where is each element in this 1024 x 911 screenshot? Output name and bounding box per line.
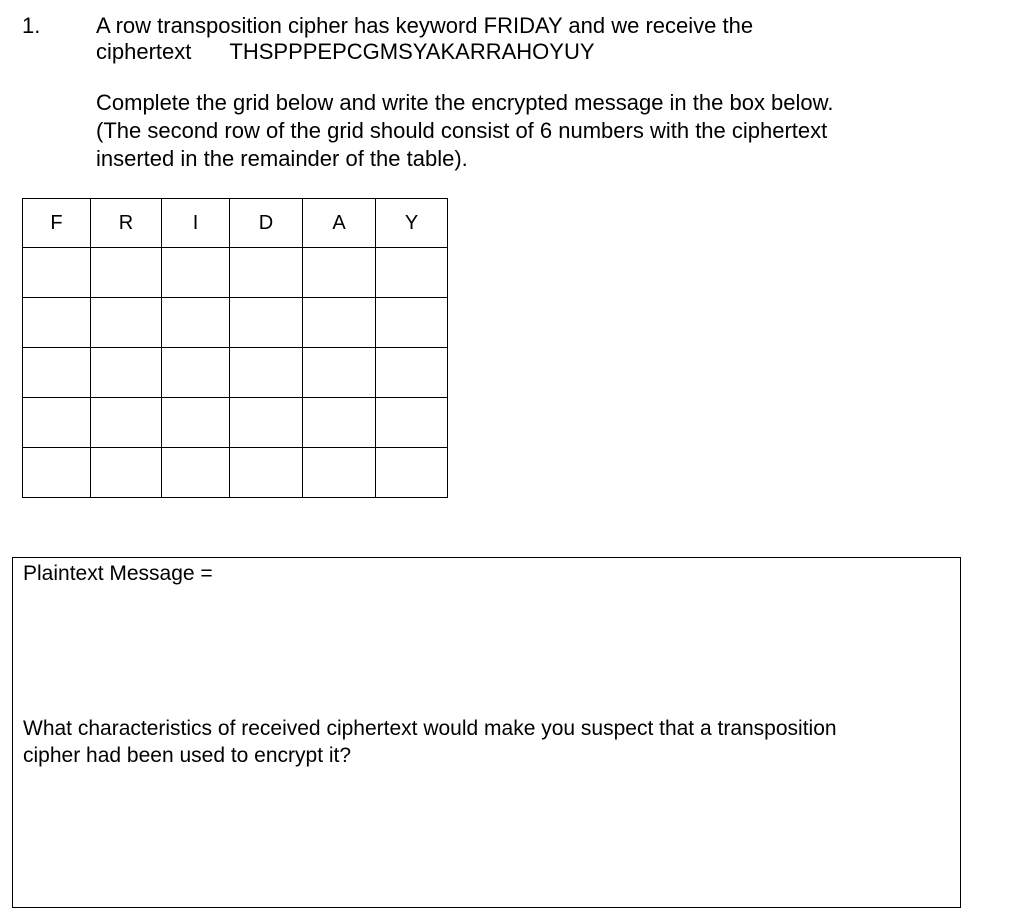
- grid-cell[interactable]: [23, 248, 91, 298]
- grid-cell[interactable]: [303, 348, 376, 398]
- grid-cell[interactable]: [230, 398, 303, 448]
- question-number: 1.: [22, 13, 41, 38]
- grid-header-cell: I: [162, 199, 230, 248]
- grid-cell[interactable]: [162, 348, 230, 398]
- grid-row: [23, 398, 448, 448]
- grid-cell[interactable]: [23, 298, 91, 348]
- grid-header-cell: D: [230, 199, 303, 248]
- instructions: [96, 89, 976, 173]
- question-line: What characteristics of received ciphertext would make you suspect that a transposition: [23, 717, 837, 740]
- transposition-grid: [22, 198, 448, 498]
- grid-row: [23, 348, 448, 398]
- grid-cell[interactable]: [376, 398, 448, 448]
- grid-header-cell: R: [91, 199, 162, 248]
- grid-row: [23, 248, 448, 298]
- instruction-line: (The second row of the grid should consist of 6 numbers with the ciphertext: [96, 118, 828, 143]
- question-line: cipher had been used to encrypt it?: [23, 744, 352, 767]
- grid-cell[interactable]: [230, 298, 303, 348]
- grid-cell[interactable]: [162, 398, 230, 448]
- instruction-line: Complete the grid below and write the encrypted message in the box below.: [96, 90, 834, 115]
- grid-cell[interactable]: [91, 298, 162, 348]
- ciphertext-value: THSPPPEPCGMSYAKARRAHOYUY: [229, 39, 595, 64]
- grid-cell[interactable]: [162, 448, 230, 498]
- ciphertext-label: ciphertext: [96, 39, 192, 64]
- grid-cell[interactable]: [376, 298, 448, 348]
- grid-header-row: [23, 199, 448, 248]
- grid-row: [23, 448, 448, 498]
- grid-cell[interactable]: [303, 248, 376, 298]
- answer-box[interactable]: [12, 557, 961, 908]
- grid-cell[interactable]: [230, 348, 303, 398]
- grid-cell[interactable]: [91, 248, 162, 298]
- grid-cell[interactable]: [162, 248, 230, 298]
- grid-row: [23, 298, 448, 348]
- grid-header-cell: A: [303, 199, 376, 248]
- grid-header-cell: Y: [376, 199, 448, 248]
- grid-cell[interactable]: [91, 398, 162, 448]
- grid-header-cell: F: [23, 199, 91, 248]
- grid-cell[interactable]: [303, 298, 376, 348]
- transposition-question: [23, 715, 943, 769]
- grid-cell[interactable]: [376, 248, 448, 298]
- grid-cell[interactable]: [230, 248, 303, 298]
- question-prompt: [96, 13, 996, 65]
- grid-cell[interactable]: [230, 448, 303, 498]
- ciphertext-line: [96, 39, 996, 65]
- grid-cell[interactable]: [376, 348, 448, 398]
- grid-cell[interactable]: [162, 298, 230, 348]
- grid-cell[interactable]: [303, 448, 376, 498]
- instruction-line: inserted in the remainder of the table).: [96, 146, 468, 171]
- grid-cell[interactable]: [23, 398, 91, 448]
- grid-cell[interactable]: [23, 448, 91, 498]
- grid-cell[interactable]: [303, 398, 376, 448]
- grid-cell[interactable]: [91, 448, 162, 498]
- plaintext-label: Plaintext Message =: [23, 562, 213, 585]
- grid-cell[interactable]: [376, 448, 448, 498]
- question-line-1: A row transposition cipher has keyword FRIDAY and we receive the: [96, 13, 754, 38]
- grid-cell[interactable]: [91, 348, 162, 398]
- grid-cell[interactable]: [23, 348, 91, 398]
